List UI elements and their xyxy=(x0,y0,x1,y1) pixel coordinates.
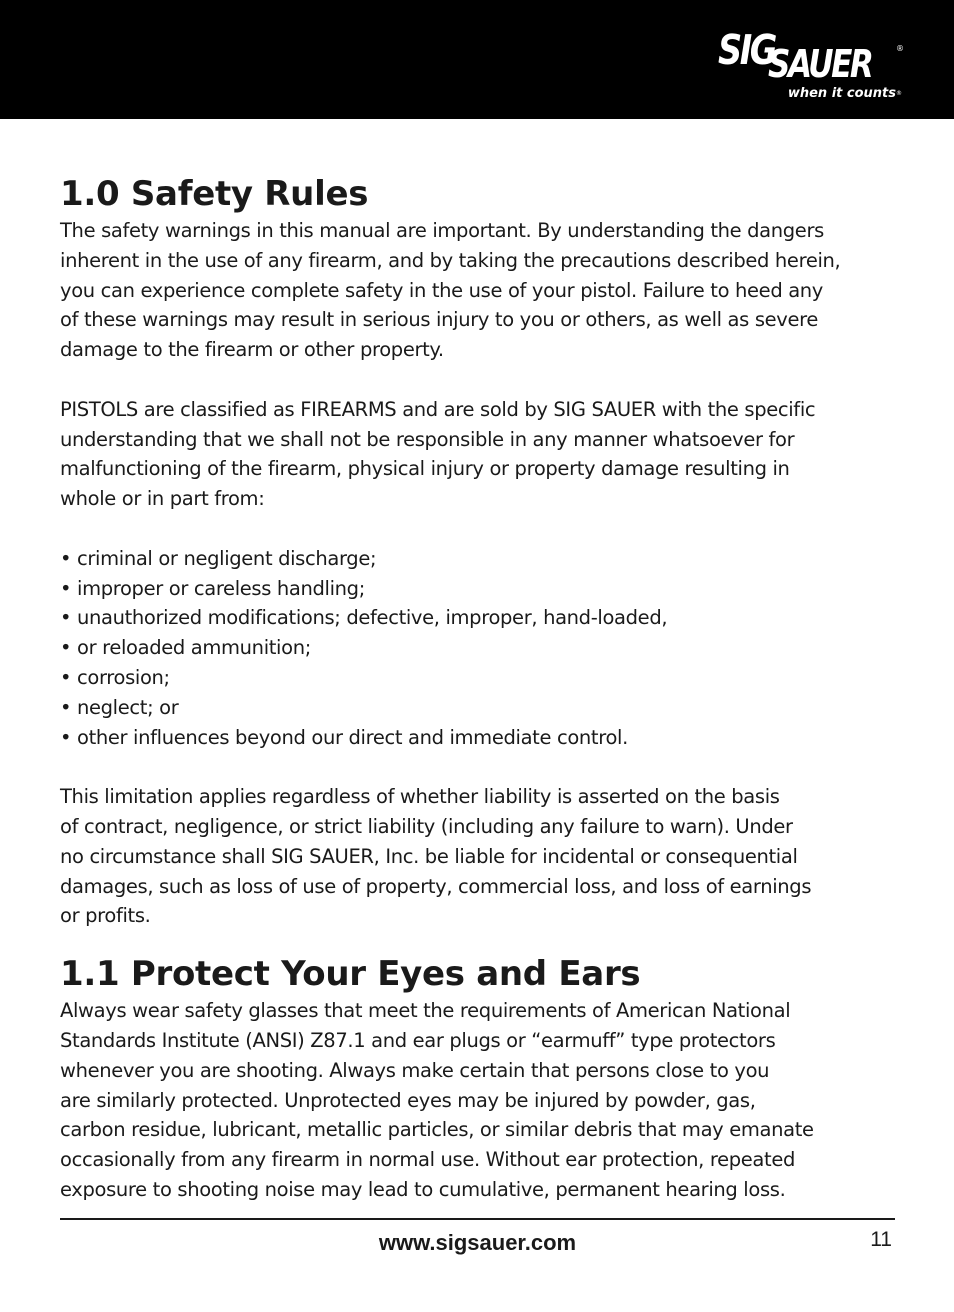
section-title-safety-rules: 1.0 Safety Rules xyxy=(60,174,369,214)
list-item: • corrosion; xyxy=(60,665,170,689)
page-content xyxy=(60,172,880,1205)
list-item: • improper or careless handling; xyxy=(60,576,365,600)
text-line: damage to the firearm or other property. xyxy=(60,338,444,362)
text-line: Always wear safety glasses that meet the requirements of American National xyxy=(60,999,791,1023)
text-line: understanding that we shall not be responsible in any manner whatsoever for xyxy=(60,427,795,451)
list-item: • or reloaded ammunition; xyxy=(60,636,311,660)
section-spacer xyxy=(60,931,880,952)
text-line: Standards Institute (ANSI) Z87.1 and ear plugs or “earmuff” type protectors xyxy=(60,1028,776,1052)
liability-bullet-list xyxy=(60,544,880,753)
text-line: PISTOLS are classified as FIREARMS and are sold by SIG SAUER with the specific xyxy=(60,397,816,421)
logo-sauer-text: SAUER xyxy=(768,42,872,86)
list-item: • criminal or negligent discharge; xyxy=(60,546,377,570)
text-line: exposure to shooting noise may lead to cumulative, permanent hearing loss. xyxy=(60,1177,786,1201)
text-line: malfunctioning of the firearm, physical injury or property damage resulting in xyxy=(60,457,790,481)
limitation-paragraph xyxy=(60,782,880,931)
page-number: 11 xyxy=(870,1228,892,1251)
safety-warnings-paragraph xyxy=(60,216,880,365)
eyes-ears-paragraph xyxy=(60,996,880,1205)
text-line: no circumstance shall SIG SAUER, Inc. be liable for incidental or consequential xyxy=(60,844,798,868)
logo-tagline-registered-mark: ® xyxy=(896,90,902,97)
text-line: whole or in part from: xyxy=(60,487,265,511)
pistols-classification-paragraph xyxy=(60,395,880,514)
text-line: The safety warnings in this manual are important. By understanding the dangers xyxy=(60,219,824,242)
text-line: whenever you are shooting. Always make certain that persons close to you xyxy=(60,1058,770,1082)
list-item: • neglect; or xyxy=(60,695,179,719)
header-bar xyxy=(0,0,954,119)
sig-sauer-logo xyxy=(704,26,904,106)
list-item: • unauthorized modifications; defective, improper, hand-loaded, xyxy=(60,606,668,630)
text-line: This limitation applies regardless of whether liability is asserted on the basis xyxy=(60,785,780,809)
text-line: of contract, negligence, or strict liability (including any failure to warn). Under xyxy=(60,814,793,838)
logo-registered-mark: ® xyxy=(896,44,904,53)
text-line: occasionally from any firearm in normal use. Without ear protection, repeated xyxy=(60,1148,795,1172)
text-line: inherent in the use of any firearm, and by taking the precautions described herein, xyxy=(60,248,841,272)
footer-divider xyxy=(60,1218,895,1220)
paragraph-spacer xyxy=(60,752,880,782)
text-line: of these warnings may result in serious injury to you or others, as well as severe xyxy=(60,308,818,332)
text-line: damages, such as loss of use of property, commercial loss, and loss of earnings xyxy=(60,874,812,898)
logo-tagline: when it counts xyxy=(787,86,896,101)
text-line: carbon residue, lubricant, metallic particles, or similar debris that may emanate xyxy=(60,1118,814,1142)
text-line: you can experience complete safety in the use of your pistol. Failure to heed any xyxy=(60,278,824,302)
list-item: • other influences beyond our direct and immediate control. xyxy=(60,725,628,749)
text-line: are similarly protected. Unprotected eyes may be injured by powder, gas, xyxy=(60,1088,756,1112)
paragraph-spacer xyxy=(60,514,880,544)
paragraph-spacer xyxy=(60,365,880,395)
text-line: or profits. xyxy=(60,904,151,928)
logo-sig-text: SIG xyxy=(718,26,775,74)
section-title-protect-eyes-ears: 1.1 Protect Your Eyes and Ears xyxy=(60,954,641,995)
footer-website-url: www.sigsauer.com xyxy=(378,1230,577,1255)
